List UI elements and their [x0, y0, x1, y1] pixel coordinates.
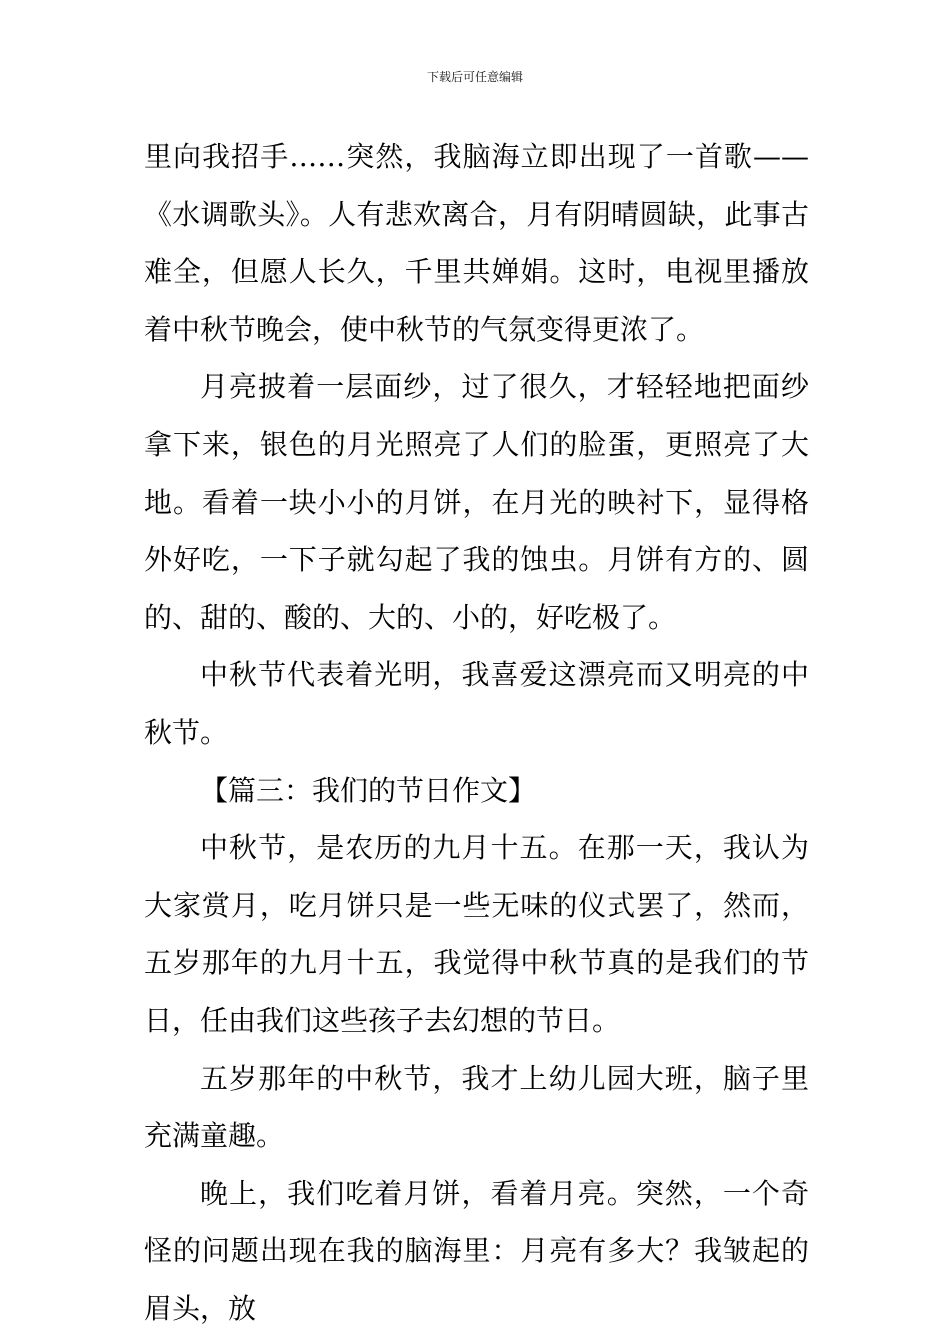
- paragraph-continuation: 里向我招手……突然，我脑海立即出现了一首歌——《水调歌头》。人有悲欢离合，月有阴晴圆缺，此事古难全，但愿人长久，千里共婵娟。这时，电视里播放着中秋节晚会，使中秋节的气氛变得更浓了。: [144, 140, 809, 346]
- paragraph: 中秋节代表着光明，我喜爱这漂亮而又明亮的中秋节。: [144, 658, 809, 749]
- document-body: [144, 128, 809, 1337]
- section-heading: 【篇三：我们的节日作文】: [200, 773, 537, 807]
- paragraph: 月亮披着一层面纱，过了很久，才轻轻地把面纱拿下来，银色的月光照亮了人们的脸蛋，更照亮了大地。看着一块小小的月饼，在月光的映衬下，显得格外好吃，一下子就勾起了我的蚀虫。月饼有方的、圆的、甜的、酸的、大的、小的，好吃极了。: [144, 370, 809, 634]
- paragraph: 晚上，我们吃着月饼，看着月亮。突然，一个奇怪的问题出现在我的脑海里：月亮有多大？我皱起的眉头，放: [144, 1176, 809, 1325]
- page-header: 下载后可任意编辑: [426, 70, 523, 84]
- paragraph: 五岁那年的中秋节，我才上幼儿园大班，脑子里充满童趣。: [144, 1061, 809, 1153]
- paragraph: 中秋节，是农历的九月十五。在那一天，我认为大家赏月，吃月饼只是一些无味的仪式罢了，然而，五岁那年的九月十五，我觉得中秋节真的是我们的节日，任由我们这些孩子去幻想的节日。: [144, 831, 809, 1037]
